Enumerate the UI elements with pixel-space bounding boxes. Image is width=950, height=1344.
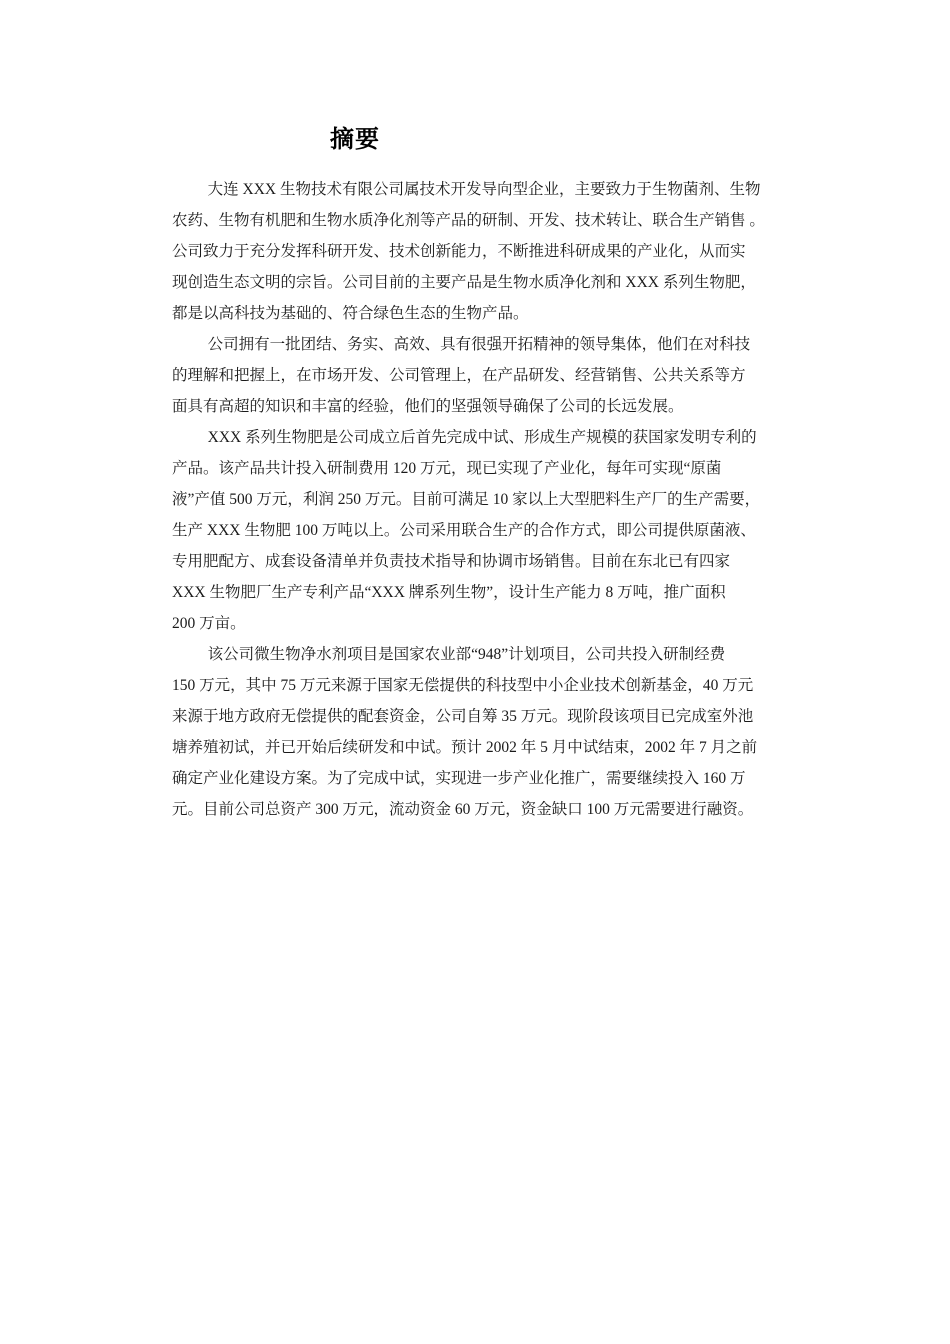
text-line: 都是以高科技为基础的、符合绿色生态的生物产品。 [172, 305, 529, 322]
document-body [172, 174, 812, 825]
text-line: 公司拥有一批团结、务实、高效、具有很强开拓精神的领导集体，他们在对科技 [207, 336, 751, 353]
text-line: 产品。该产品共计投入研制费用 120 万元，现已实现了产业化，每年可实现“原菌 [172, 460, 722, 477]
text-line: 大连 XXX 生物技术有限公司属技术开发导向型企业，主要致力于生物菌剂、生物 [207, 181, 761, 198]
text-line: 来源于地方政府无偿提供的配套资金，公司自筹 35 万元。现阶段该项目已完成室外池 [172, 708, 754, 725]
text-line: 该公司微生物净水剂项目是国家农业部“948”计划项目，公司共投入研制经费 [207, 646, 726, 663]
text-line: XXX 生物肥厂生产专利产品“XXX 牌系列生物”，设计生产能力 8 万吨，推广面积 [172, 584, 726, 601]
document-title: 摘要 [330, 124, 380, 153]
text-line: 专用肥配方、成套设备清单并负责技术指导和协调市场销售。目前在东北已有四家 [172, 553, 731, 570]
text-line: XXX 系列生物肥是公司成立后首先完成中试、形成生产规模的获国家发明专利的 [207, 429, 757, 446]
text-line: 面具有高超的知识和丰富的经验，他们的坚强领导确保了公司的长远发展。 [172, 398, 684, 415]
text-line: 生产 XXX 生物肥 100 万吨以上。公司采用联合生产的合作方式，即公司提供原菌液、 [172, 522, 756, 539]
text-line: 农药、生物有机肥和生物水质净化剂等产品的研制、开发、技术转让、联合生产销售 。 [172, 212, 765, 229]
text-line: 的理解和把握上，在市场开发、公司管理上，在产品研发、经营销售、公共关系等方 [172, 367, 746, 384]
text-line: 确定产业化建设方案。为了完成中试，实现进一步产业化推广，需要继续投入 160 万 [172, 770, 746, 787]
paragraph-4 [172, 639, 812, 825]
text-line: 200 万亩。 [172, 615, 246, 632]
text-line: 150 万元，其中 75 万元来源于国家无偿提供的科技型中小企业技术创新基金，40 万元 [172, 677, 754, 694]
paragraph-1 [172, 174, 812, 329]
text-line: 元。目前公司总资产 300 万元，流动资金 60 万元，资金缺口 100 万元需要进行融资。 [172, 801, 754, 818]
text-line: 塘养殖初试，并已开始后续研发和中试。预计 2002 年 5 月中试结束，2002 年 7 月之前 [172, 739, 758, 756]
paragraph-3 [172, 422, 812, 639]
paragraph-2 [172, 329, 812, 422]
text-line: 液”产值 500 万元，利润 250 万元。目前可满足 10 家以上大型肥料生产厂的生产需要， [172, 491, 761, 508]
text-line: 现创造生态文明的宗旨。公司目前的主要产品是生物水质净化剂和 XXX 系列生物肥， [172, 274, 756, 291]
text-line: 公司致力于充分发挥科研开发、技术创新能力，不断推进科研成果的产业化，从而实 [172, 243, 746, 260]
